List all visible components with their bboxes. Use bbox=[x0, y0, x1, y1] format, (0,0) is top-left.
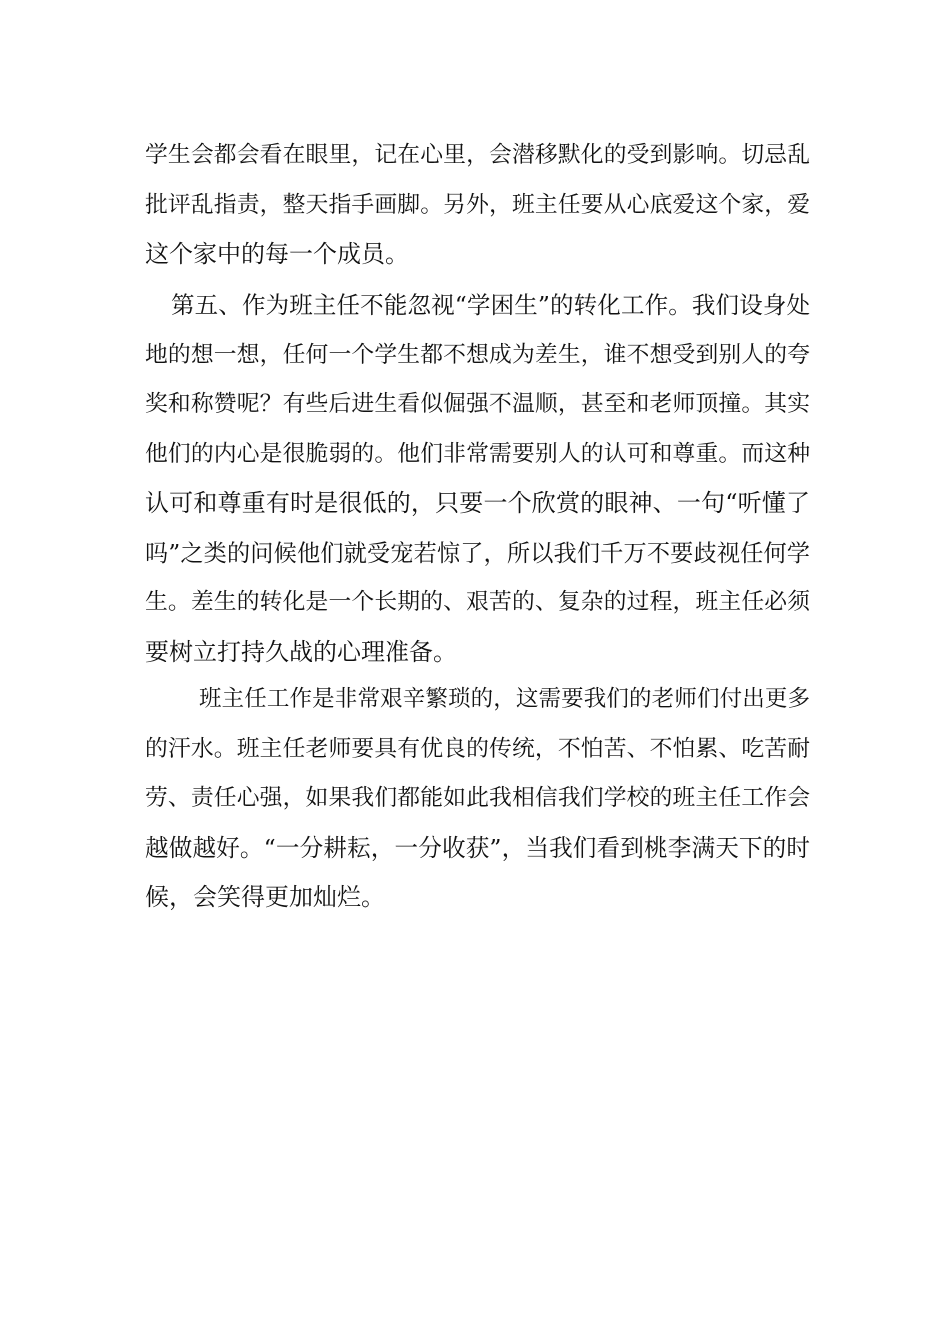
paragraph-line: 第五、作为班主任不能忽视“学困生”的转化工作。我们设身处 bbox=[171, 291, 810, 319]
paragraph-line: 生。差生的转化是一个长期的、艰苦的、复杂的过程，班主任必须 bbox=[145, 589, 810, 615]
paragraph-line: 地的想一想，任何一个学生都不想成为差生，谁不想受到别人的夸 bbox=[145, 341, 810, 368]
paragraph-line: 认可和尊重有时是很低的，只要一个欣赏的眼神、一句“听懂了 bbox=[145, 489, 810, 517]
paragraph-line: 奖和称赞呢？有些后进生看似倔强不温顺，甚至和老师顶撞。其实 bbox=[145, 391, 810, 417]
paragraph-line: 要树立打持久战的心理准备。 bbox=[145, 637, 457, 666]
paragraph-line: 班主任工作是非常艰辛繁琐的，这需要我们的老师们付出更多 bbox=[199, 686, 810, 712]
paragraph-line: 吗”之类的问候他们就受宠若惊了，所以我们千万不要歧视任何学 bbox=[145, 539, 810, 567]
paragraph-line: 劳、责任心强，如果我们都能如此我相信我们学校的班主任工作会 bbox=[145, 785, 810, 811]
paragraph-line: 学生会都会看在眼里，记在心里，会潜移默化的受到影响。切忌乱 bbox=[145, 142, 810, 168]
paragraph-2 bbox=[145, 281, 810, 677]
paragraph-line: 候，会笑得更加灿烂。 bbox=[145, 883, 385, 911]
paragraph-3 bbox=[145, 675, 810, 923]
paragraph-line: 批评乱指责，整天指手画脚。另外，班主任要从心底爱这个家，爱 bbox=[145, 191, 810, 218]
paragraph-line: 他们的内心是很脆弱的。他们非常需要别人的认可和尊重。而这种 bbox=[145, 440, 810, 467]
paragraph-1 bbox=[145, 131, 810, 280]
paragraph-line: 这个家中的每一个成员。 bbox=[145, 240, 409, 268]
paragraph-line: 越做越好。“一分耕耘，一分收获”，当我们看到桃李满天下的时 bbox=[145, 833, 810, 862]
paragraph-line: 的汗水。班主任老师要具有优良的传统，不怕苦、不怕累、吃苦耐 bbox=[145, 735, 810, 762]
